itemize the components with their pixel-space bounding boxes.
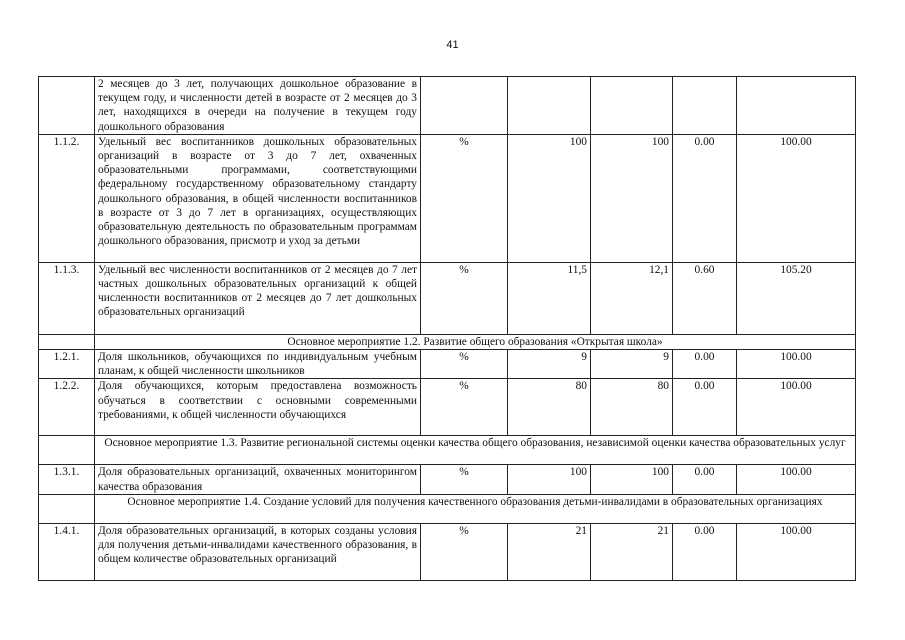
- row-number: 1.1.3.: [39, 262, 95, 334]
- completion-percent: 100.00: [737, 379, 856, 436]
- completion-percent: 100.00: [737, 465, 856, 494]
- deviation-value: 0.00: [673, 134, 737, 262]
- unit-cell: %: [421, 379, 508, 436]
- table-row: [39, 77, 856, 135]
- section-spacer-cell: [39, 494, 95, 523]
- section-spacer-cell: [39, 334, 95, 349]
- indicator-description: Доля школьников, обучающихся по индивидуальным учебным планам, к общей численности школьников: [95, 350, 421, 379]
- planned-value: [508, 77, 591, 135]
- actual-value: 100: [591, 134, 673, 262]
- deviation-value: 0.00: [673, 379, 737, 436]
- planned-value: 11,5: [508, 262, 591, 334]
- indicators-table: [38, 76, 856, 581]
- table-row: [39, 350, 856, 379]
- row-number: 1.3.1.: [39, 465, 95, 494]
- deviation-value: 0.60: [673, 262, 737, 334]
- table-row: [39, 134, 856, 262]
- table-row: [39, 523, 856, 580]
- unit-cell: %: [421, 134, 508, 262]
- actual-value: 80: [591, 379, 673, 436]
- indicator-description: Удельный вес численности воспитанников от 2 месяцев до 7 лет частных дошкольных образовательных организаций к общей численности воспитанников от 2 месяцев до 7 лет дошкольных образовательных организаций: [95, 262, 421, 334]
- deviation-value: 0.00: [673, 523, 737, 580]
- row-number: 1.4.1.: [39, 523, 95, 580]
- section-heading: Основное мероприятие 1.2. Развитие общего образования «Открытая школа»: [95, 334, 856, 349]
- indicator-description: Доля образовательных организаций, в которых созданы условия для получения детьми-инвалидами качественного образования, в общем количестве образовательных организаций: [95, 523, 421, 580]
- planned-value: 100: [508, 134, 591, 262]
- unit-cell: %: [421, 262, 508, 334]
- table-row: [39, 262, 856, 334]
- planned-value: 100: [508, 465, 591, 494]
- completion-percent: 100.00: [737, 523, 856, 580]
- row-number: 1.1.2.: [39, 134, 95, 262]
- deviation-value: 0.00: [673, 350, 737, 379]
- indicator-description: 2 месяцев до 3 лет, получающих дошкольное образование в текущем году, и численности детей в возрасте от 2 месяцев до 3 лет, находящихся в очереди на получение в текущем году дошкольного образования: [95, 77, 421, 135]
- actual-value: 21: [591, 523, 673, 580]
- planned-value: 21: [508, 523, 591, 580]
- indicator-description: Доля обучающихся, которым предоставлена возможность обучаться в соответствии с основными современными требованиями, к общей численности обучающихся: [95, 379, 421, 436]
- planned-value: 80: [508, 379, 591, 436]
- actual-value: 9: [591, 350, 673, 379]
- table-row: [39, 465, 856, 494]
- deviation-value: [673, 77, 737, 135]
- section-heading: Основное мероприятие 1.4. Создание условий для получения качественного образования детьми-инвалидами в образовательных организациях: [95, 494, 856, 523]
- deviation-value: 0.00: [673, 465, 737, 494]
- unit-cell: %: [421, 350, 508, 379]
- row-number: 1.2.2.: [39, 379, 95, 436]
- indicator-description: Доля образовательных организаций, охваченных мониторингом качества образования: [95, 465, 421, 494]
- section-row: [39, 494, 856, 523]
- row-number: [39, 77, 95, 135]
- actual-value: 100: [591, 465, 673, 494]
- completion-percent: 100.00: [737, 350, 856, 379]
- row-number: 1.2.1.: [39, 350, 95, 379]
- indicator-description: Удельный вес воспитанников дошкольных образовательных организаций в возрасте от 3 до 7 лет, охваченных образовательными программами, соответствующими федеральному государственному образовательному стандарту дошкольного образования, в общей численности воспитанников в возрасте от 3 до 7 лет в организациях, осуществляющих образовательную деятельность по образовательным программам дошкольного образования, присмотр и уход за детьми: [95, 134, 421, 262]
- section-row: [39, 436, 856, 465]
- unit-cell: [421, 77, 508, 135]
- unit-cell: %: [421, 523, 508, 580]
- table-row: [39, 379, 856, 436]
- section-row: [39, 334, 856, 349]
- page-number: 41: [446, 39, 459, 51]
- completion-percent: 100.00: [737, 134, 856, 262]
- section-heading: Основное мероприятие 1.3. Развитие региональной системы оценки качества общего образования, независимой оценки качества образовательных услуг: [95, 436, 856, 465]
- section-spacer-cell: [39, 436, 95, 465]
- completion-percent: [737, 77, 856, 135]
- completion-percent: 105.20: [737, 262, 856, 334]
- actual-value: [591, 77, 673, 135]
- unit-cell: %: [421, 465, 508, 494]
- actual-value: 12,1: [591, 262, 673, 334]
- planned-value: 9: [508, 350, 591, 379]
